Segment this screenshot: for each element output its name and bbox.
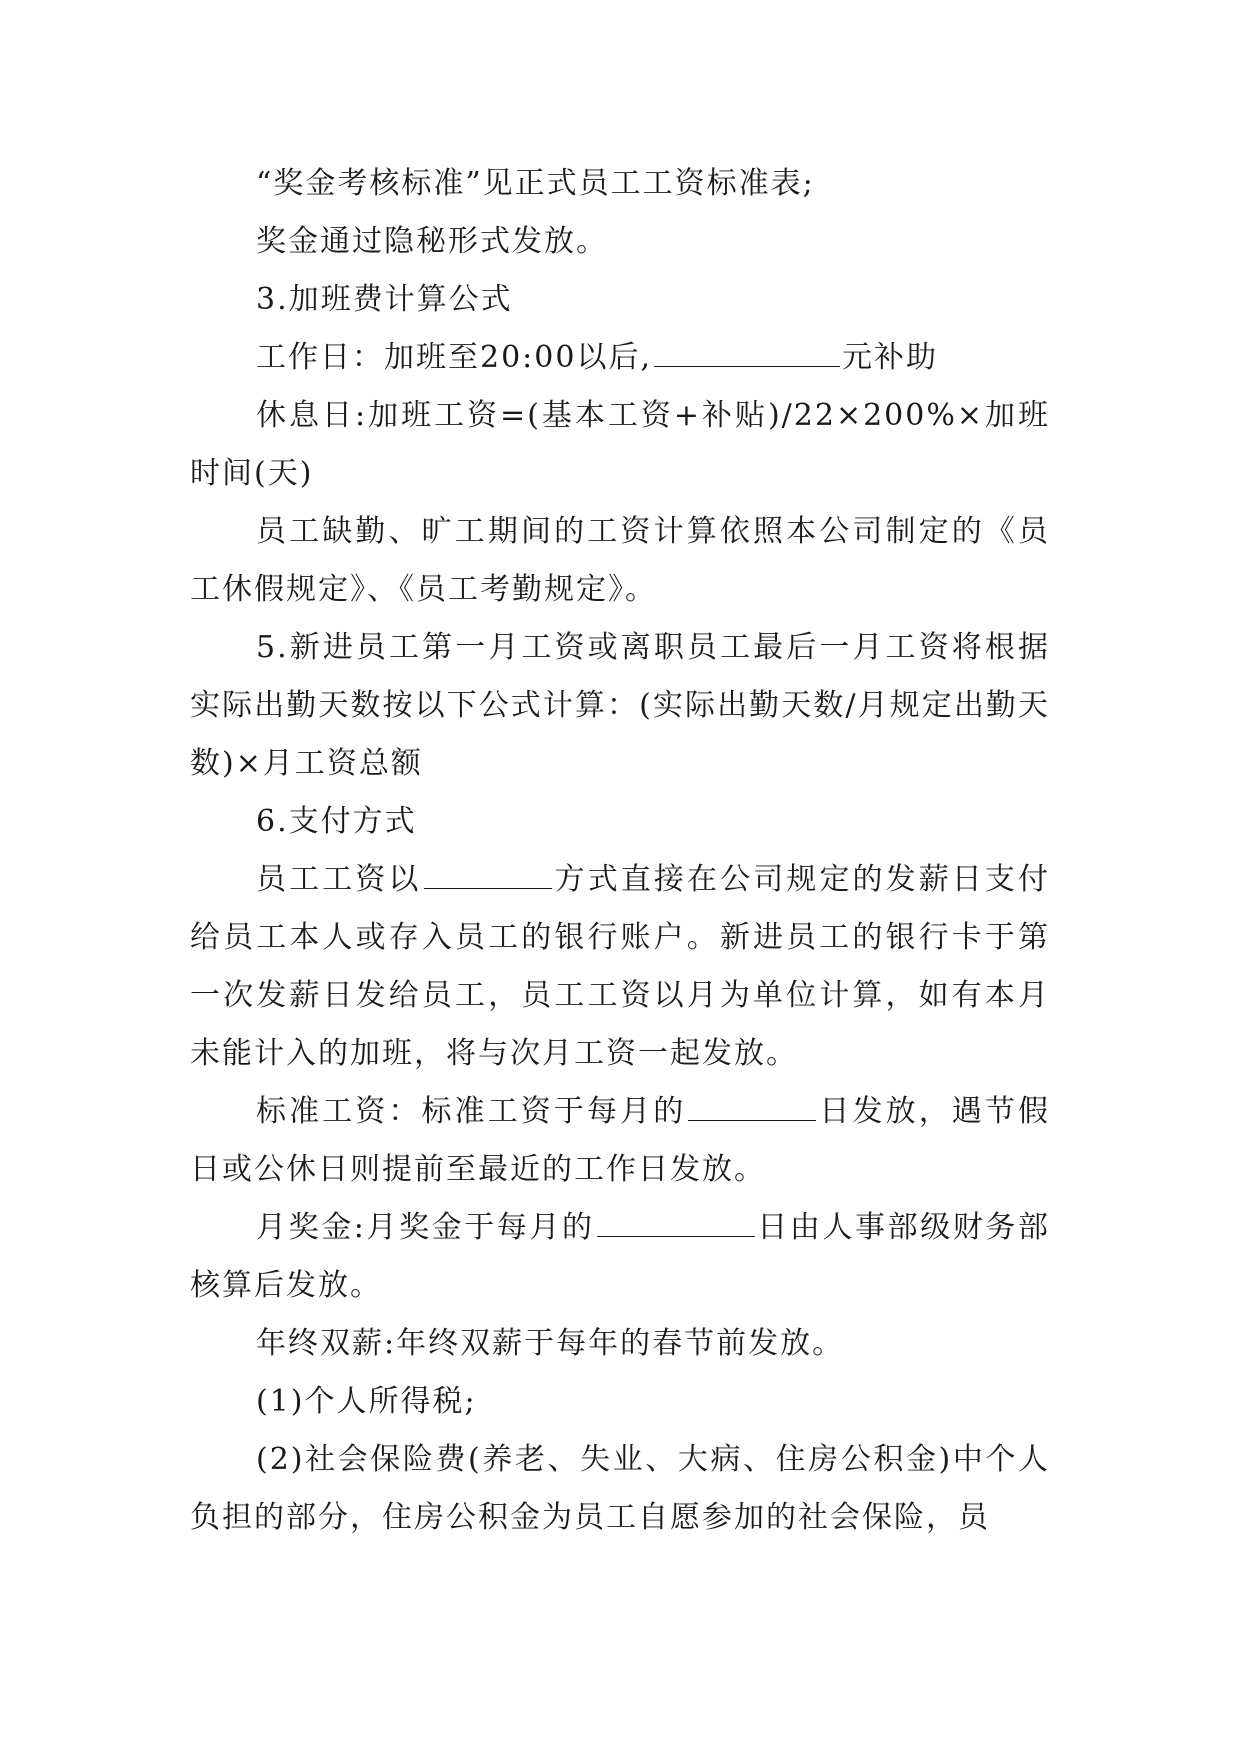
paragraph-absence-salary: 员工缺勤、旷工期间的工资计算依照本公司制定的《员工休假规定》、《员工考勤规定》。 (190, 514, 1050, 607)
workday-text: 工作日：加班至20:00以后, (256, 340, 652, 375)
allowance-text: 元补助 (842, 340, 938, 375)
standard-text-b: 日发放，遇节假日或公休日则提前至最近的工作日发放。 (190, 1094, 1051, 1187)
paragraph-year-end-salary: 年终双薪:年终双薪于每年的春节前发放。 (256, 1326, 845, 1361)
payment-text-b: 方式直接在公司规定的发薪日支付给员工本人或存入员工的银行账户。新进员工的银行卡于第一次发薪日发给员工，员工工资以月为单位计算，如有本月未能计入的加班，将与次月工资一起发放。 (190, 862, 1050, 1071)
paragraph-bonus-standard: “奖金考核标准”见正式员工工资标准表; (256, 166, 815, 201)
bonus-text-a: 月奖金:月奖金于每月的 (256, 1210, 595, 1245)
standard-text-a: 标准工资：标准工资于每月的 (256, 1094, 687, 1129)
paragraph-standard-salary (190, 1083, 1050, 1199)
fill-blank-standard-day (688, 1092, 816, 1121)
fill-blank-method (424, 860, 552, 889)
bonus-text-b: 日由人事部级财务部核算后发放。 (190, 1210, 1051, 1303)
paragraph-payment-method (190, 851, 1050, 1083)
fill-blank-allowance (654, 338, 840, 367)
paragraph-social-insurance: (2)社会保险费(养老、失业、大病、住房公积金)中个人负担的部分，住房公积金为员工自愿参加的社会保险，员 (190, 1442, 1050, 1535)
paragraph-workday-overtime (190, 329, 1050, 387)
paragraph-new-employee-salary: 5.新进员工第一月工资或离职员工最后一月工资将根据实际出勤天数按以下公式计算：(实际出勤天数/月规定出勤天数)×月工资总额 (190, 630, 1050, 781)
paragraph-income-tax: (1)个人所得税; (256, 1384, 477, 1419)
document-page (190, 155, 1050, 1547)
fill-blank-bonus-day (597, 1208, 755, 1237)
heading-overtime-formula: 3.加班费计算公式 (256, 282, 513, 317)
heading-payment-method: 6.支付方式 (256, 804, 417, 839)
paragraph-bonus-payment: 奖金通过隐秘形式发放。 (256, 224, 608, 259)
paragraph-restday-overtime: 休息日:加班工资=(基本工资+补贴)/22×200%×加班时间(天) (190, 398, 1050, 491)
paragraph-monthly-bonus (190, 1199, 1050, 1315)
payment-text-a: 员工工资以 (256, 862, 422, 897)
